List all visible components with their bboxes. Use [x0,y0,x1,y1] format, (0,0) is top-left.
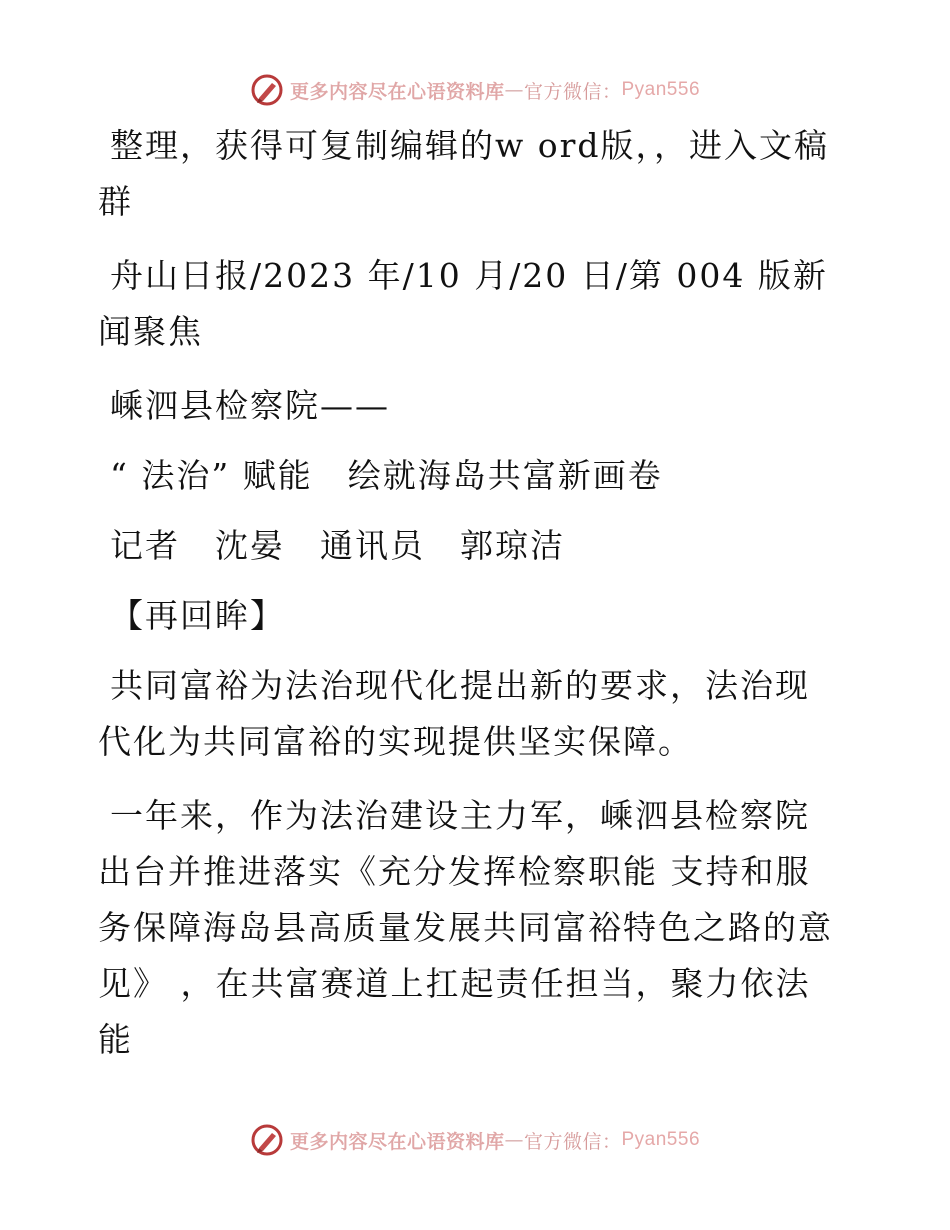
pen-logo-icon [250,73,284,107]
watermark-sub-text: 官方微信： [523,1130,622,1153]
watermark-sub-text: 官方微信： [523,80,622,103]
pen-logo-icon [250,1123,284,1157]
watermark-dash: — [504,1129,524,1151]
paragraph-source: 舟山日报/2023 年/10 月/20 日/第 004 版新闻聚焦 [98,256,828,351]
header-watermark [0,70,950,110]
document-body [98,118,838,1086]
paragraph-body-2: 一年来，作为法治建设主力军，嵊泗县检察院出台并推进落实《充分发挥检察职能 支持和服务保障海岛县高质量发展共同富裕特色之路的意见》 ，在共富赛道上扛起责任担当，聚力依法能 [98,796,833,1059]
article-title: “ 法治” 赋能 绘就海岛共富新画卷 [110,456,663,495]
paragraph-org: 嵊泗县检察院—— [110,386,390,425]
paragraph-intro: 整理，获得可复制编辑的w ord版，，进入文稿群 [98,126,830,221]
watermark-wechat-id: Pyan556 [621,1129,701,1150]
watermark-main-text: 更多内容尽在心语资料库 [289,80,505,103]
article-byline: 记者 沈晏 通讯员 郭琼洁 [110,526,565,565]
section-heading: 【再回眸】 [110,596,285,635]
watermark-wechat-id: Pyan556 [621,79,701,100]
paragraph-body-1: 共同富裕为法治现代化提出新的要求，法治现代化为共同富裕的实现提供坚实保障。 [98,666,810,761]
footer-watermark [0,1120,950,1160]
watermark-dash: — [504,79,524,101]
watermark-main-text: 更多内容尽在心语资料库 [289,1130,505,1153]
